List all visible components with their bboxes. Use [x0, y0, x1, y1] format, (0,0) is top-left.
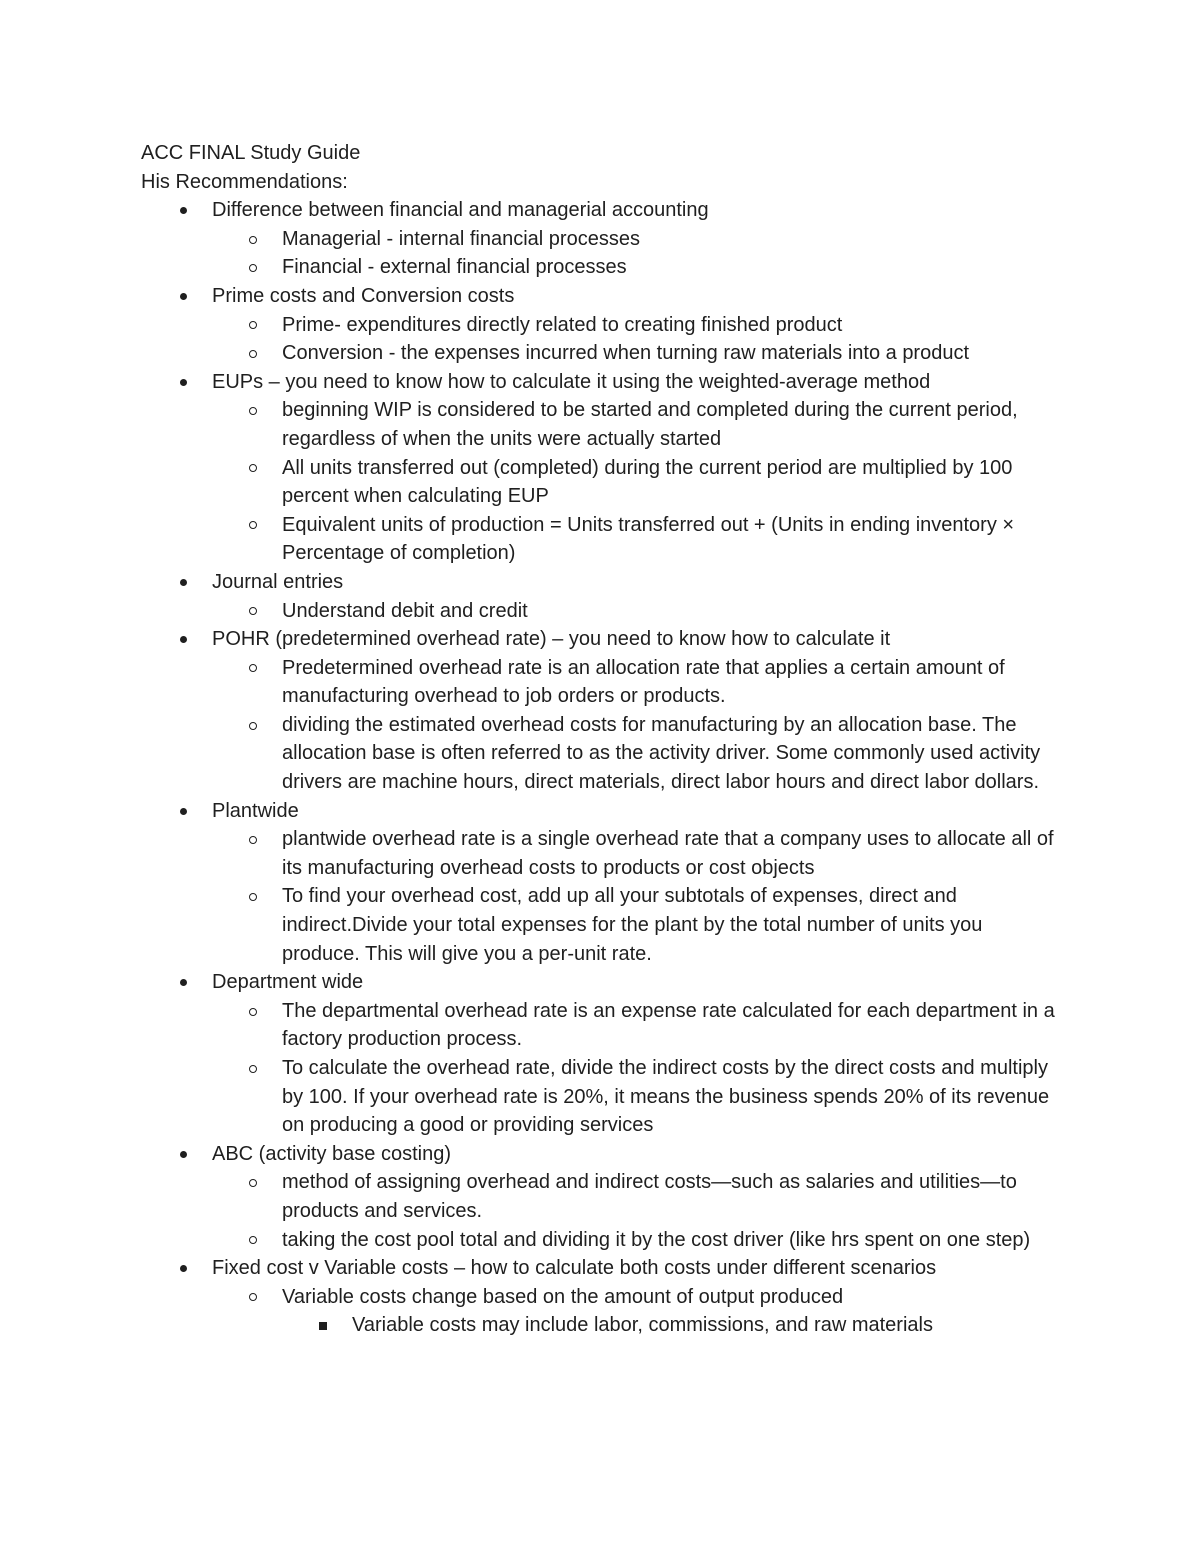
list-item-text: Prime- expenditures directly related to creating finished product [282, 313, 843, 336]
document-body [141, 139, 1061, 1340]
bullet-circle-icon [243, 253, 263, 282]
list-item-text: ABC (activity base costing) [212, 1142, 451, 1165]
bullet-dot-icon [173, 625, 193, 654]
list-item [141, 1311, 1061, 1340]
list-item [141, 511, 1061, 568]
list-item [141, 797, 1061, 826]
list-item-text: plantwide overhead rate is a single overhead rate that a company uses to allocate all of its manufacturing overhead costs to products or cost objects [282, 828, 1054, 879]
list-item-text: Understand debit and credit [282, 599, 528, 622]
list-item [141, 825, 1061, 882]
bullet-dot-icon [173, 1254, 193, 1283]
list-item-text: dividing the estimated overhead costs for manufacturing by an allocation base. The allocation base is often referred to as the activity driver. Some commonly used activity drivers are machine hours, direct materials, direct labor hours and direct labor dollars. [282, 713, 1041, 794]
bullet-dot-icon [173, 797, 193, 826]
list-item-text: Difference between financial and managerial accounting [212, 199, 709, 222]
bullet-circle-icon [243, 225, 263, 254]
list-item [141, 882, 1061, 968]
list-item [141, 368, 1061, 397]
bullet-circle-icon [243, 711, 263, 740]
list-item [141, 311, 1061, 340]
list-item [141, 253, 1061, 282]
list-item [141, 968, 1061, 997]
bullet-dot-icon [173, 368, 193, 397]
bullet-circle-icon [243, 511, 263, 540]
list-item-text: Equivalent units of production = Units transferred out + (Units in ending inventory × Percentage of completion) [282, 513, 1015, 565]
list-item-text: To calculate the overhead rate, divide the indirect costs by the direct costs and multiply by 100. If your overhead rate is 20%, it means the business spends 20% of its revenue on producing a good or providing services [282, 1057, 1050, 1137]
bullet-square-icon [313, 1311, 333, 1340]
bullet-circle-icon [243, 1283, 263, 1312]
bullet-circle-icon [243, 396, 263, 425]
list-item [141, 997, 1061, 1054]
list-item [141, 654, 1061, 711]
list-item [141, 225, 1061, 254]
list-item [141, 1254, 1061, 1283]
list-item [141, 282, 1061, 311]
list-item [141, 625, 1061, 654]
bullet-circle-icon [243, 1168, 263, 1197]
list-item-text: All units transferred out (completed) during the current period are multiplied by 100 percent when calculating EUP [282, 456, 1013, 508]
list-item [141, 711, 1061, 797]
list-item [141, 396, 1061, 453]
list-item-text: Predetermined overhead rate is an allocation rate that applies a certain amount of manufacturing overhead to job orders or products. [282, 656, 1005, 708]
list-item [141, 1140, 1061, 1169]
bullet-circle-icon [243, 1054, 263, 1083]
list-item-text: Department wide [212, 971, 364, 994]
bullet-circle-icon [243, 882, 263, 911]
list-item [141, 1226, 1061, 1255]
list-item [141, 568, 1061, 597]
list-item-text: taking the cost pool total and dividing it by the cost driver (like hrs spent on one step) [282, 1228, 1031, 1251]
list-item [141, 339, 1061, 368]
list-item-text: Conversion - the expenses incurred when turning raw materials into a product [282, 342, 970, 365]
list-item-text: The departmental overhead rate is an expense rate calculated for each department in a factory production process. [282, 999, 1055, 1051]
bullet-list [141, 196, 1061, 1340]
list-item [141, 1054, 1061, 1140]
bullet-dot-icon [173, 282, 193, 311]
list-item [141, 454, 1061, 511]
bullet-circle-icon [243, 1226, 263, 1255]
list-item-text: Fixed cost v Variable costs – how to calculate both costs under different scenarios [212, 1257, 937, 1280]
list-item-text: EUPs – you need to know how to calculate it using the weighted-average method [212, 370, 931, 393]
list-item-text: Managerial - internal financial processes [282, 227, 640, 250]
bullet-dot-icon [173, 568, 193, 597]
list-item-text: beginning WIP is considered to be started and completed during the current period, regardless of when the units were actually started [282, 399, 1018, 450]
list-item-text: Prime costs and Conversion costs [212, 284, 515, 307]
bullet-dot-icon [173, 968, 193, 997]
list-item [141, 1168, 1061, 1225]
list-item [141, 1283, 1061, 1312]
list-item-text: Journal entries [212, 570, 344, 593]
list-item-text: Variable costs change based on the amount of output produced [282, 1285, 844, 1308]
bullet-dot-icon [173, 196, 193, 225]
bullet-circle-icon [243, 597, 263, 626]
bullet-circle-icon [243, 454, 263, 483]
section-heading: His Recommendations: [141, 170, 348, 193]
bullet-circle-icon [243, 339, 263, 368]
document-title: ACC FINAL Study Guide [141, 142, 361, 164]
list-item [141, 196, 1061, 225]
bullet-circle-icon [243, 311, 263, 340]
list-item-text: POHR (predetermined overhead rate) – you need to know how to calculate it [212, 628, 891, 651]
list-item-text: Variable costs may include labor, commissions, and raw materials [352, 1314, 933, 1337]
bullet-circle-icon [243, 997, 263, 1026]
list-item-text: method of assigning overhead and indirect costs—such as salaries and utilities—to products and services. [282, 1171, 1017, 1222]
list-item [141, 597, 1061, 626]
list-item-text: Plantwide [212, 799, 299, 822]
bullet-dot-icon [173, 1140, 193, 1169]
bullet-circle-icon [243, 825, 263, 854]
bullet-circle-icon [243, 654, 263, 683]
list-item-text: To find your overhead cost, add up all your subtotals of expenses, direct and indirect.Divide your total expenses for the plant by the total number of units you produce. This will give you a per-unit rate. [282, 885, 983, 965]
list-item-text: Financial - external financial processes [282, 256, 627, 279]
